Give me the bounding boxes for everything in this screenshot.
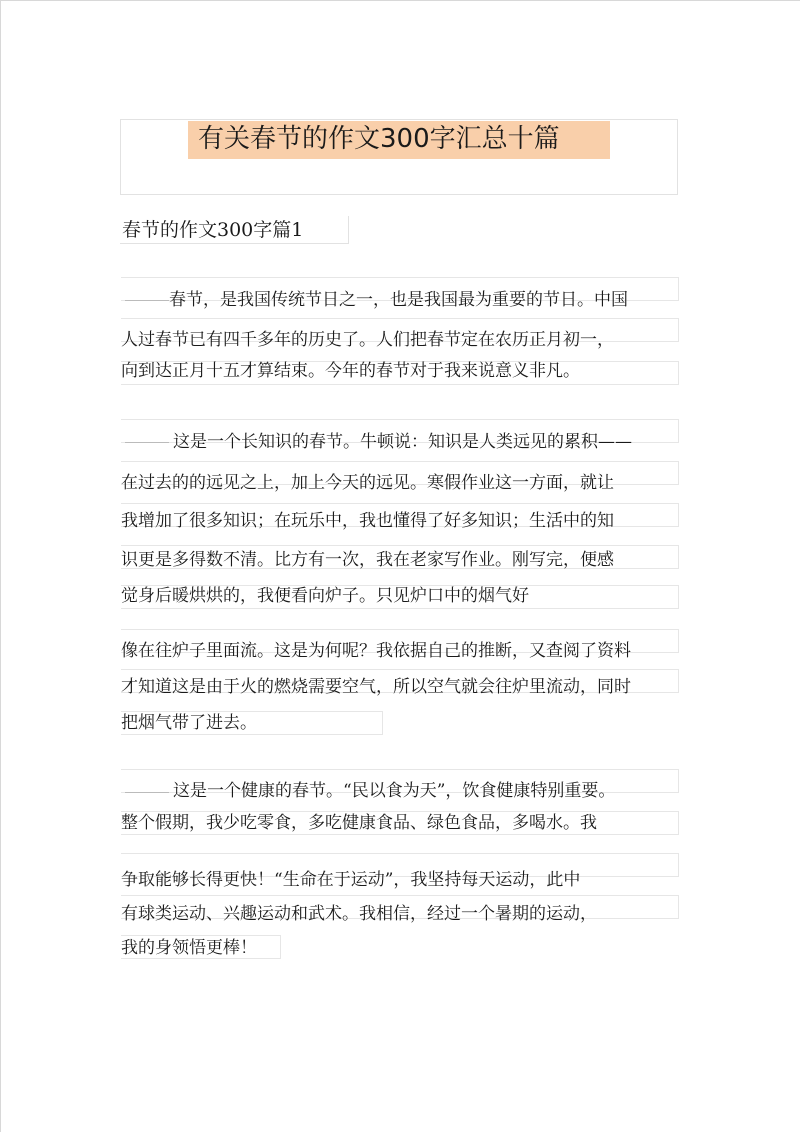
document-title: 有关春节的作文300字汇总十篇 xyxy=(198,124,560,154)
paragraph-line: 向到达正月十五才算结束。今年的春节对于我来说意义非凡。 xyxy=(121,361,580,381)
section-heading: 春节的作文300字篇1 xyxy=(122,219,304,241)
paragraph-line: 我的身领悟更棒！ xyxy=(121,938,257,958)
paragraph-line: 我增加了很多知识；在玩乐中，我也懂得了好多知识；生活中的知 xyxy=(121,511,614,531)
paragraph-line: 人过春节已有四千多年的历史了。人们把春节定在农历正月初一， xyxy=(121,330,614,350)
indent-mark xyxy=(125,300,169,301)
paragraph-line: 这是一个健康的春节。“民以食为天”，饮食健康特别重要。 xyxy=(173,781,616,801)
paragraph-line: 觉身后暖烘烘的，我便看向炉子。只见炉口中的烟气好 xyxy=(121,586,529,606)
paragraph-line: 这是一个长知识的春节。牛顿说：知识是人类远见的累积—— xyxy=(173,432,632,452)
paragraph-line: 争取能够长得更快！“生命在于运动”，我坚持每天运动，此中 xyxy=(121,870,581,890)
indent-mark xyxy=(125,442,169,443)
paragraph-line: 在过去的的远见之上，加上今天的远见。寒假作业这一方面，就让 xyxy=(121,473,614,493)
paragraph-line: 才知道这是由于火的燃烧需要空气，所以空气就会往炉里流动，同时 xyxy=(121,677,631,697)
paragraph-line: 春节，是我国传统节日之一，也是我国最为重要的节日。中国 xyxy=(169,290,628,310)
indent-mark xyxy=(125,792,169,793)
paragraph-line: 整个假期，我少吃零食，多吃健康食品、绿色食品，多喝水。我 xyxy=(121,813,597,833)
paragraph-line: 有球类运动、兴趣运动和武术。我相信，经过一个暑期的运动， xyxy=(121,904,597,924)
paragraph-line: 把烟气带了进去。 xyxy=(121,713,257,733)
paragraph-line: 像在往炉子里面流。这是为何呢？我依据自己的推断，又查阅了资料 xyxy=(121,641,631,661)
paragraph-line: 识更是多得数不清。比方有一次，我在老家写作业。刚写完，便感 xyxy=(121,550,614,570)
